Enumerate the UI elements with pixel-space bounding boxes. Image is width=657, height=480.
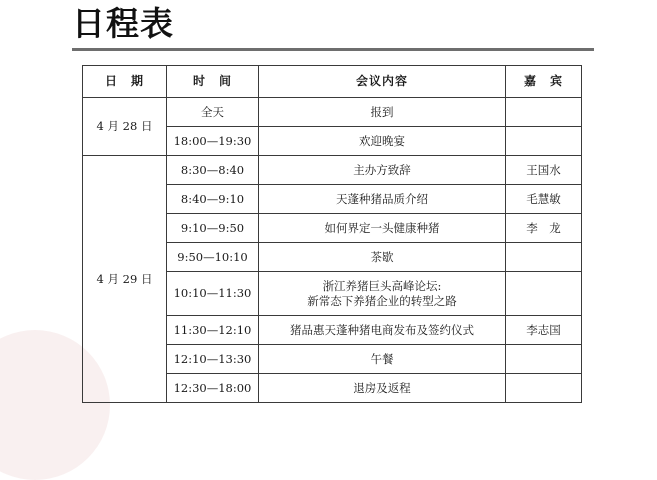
table-row	[83, 98, 582, 127]
guest-cell	[506, 272, 582, 316]
header-date: 日 期	[83, 66, 167, 98]
content-cell: 报到	[259, 98, 506, 127]
header-content: 会议内容	[259, 66, 506, 98]
content-cell: 主办方致辞	[259, 156, 506, 185]
content-cell: 退房及返程	[259, 374, 506, 403]
content-cell: 天蓬种猪品质介绍	[259, 185, 506, 214]
guest-cell	[506, 127, 582, 156]
guest-cell	[506, 243, 582, 272]
time-cell: 12:10—13:30	[167, 345, 259, 374]
header-guest: 嘉 宾	[506, 66, 582, 98]
schedule-table	[82, 65, 582, 403]
content-cell: 欢迎晚宴	[259, 127, 506, 156]
guest-cell: 李 龙	[506, 214, 582, 243]
content-cell: 猪品惠天蓬种猪电商发布及签约仪式	[259, 316, 506, 345]
guest-cell	[506, 374, 582, 403]
guest-cell: 王国水	[506, 156, 582, 185]
table-header-row	[83, 66, 582, 98]
time-cell: 12:30—18:00	[167, 374, 259, 403]
time-cell: 10:10—11:30	[167, 272, 259, 316]
content-line: 新常态下养猪企业的转型之路	[307, 293, 457, 308]
page-title: 日程表	[72, 4, 174, 43]
time-cell: 全天	[167, 98, 259, 127]
guest-cell	[506, 345, 582, 374]
content-line: 浙江养猪巨头高峰论坛:	[322, 278, 442, 293]
time-cell: 8:40—9:10	[167, 185, 259, 214]
guest-cell: 李志国	[506, 316, 582, 345]
date-cell: 4 月 29 日	[83, 156, 167, 403]
time-cell: 9:50—10:10	[167, 243, 259, 272]
time-cell: 11:30—12:10	[167, 316, 259, 345]
date-cell: 4 月 28 日	[83, 98, 167, 156]
content-cell: 午餐	[259, 345, 506, 374]
header-time: 时 间	[167, 66, 259, 98]
guest-cell: 毛慧敏	[506, 185, 582, 214]
content-cell: 茶歇	[259, 243, 506, 272]
time-cell: 18:00—19:30	[167, 127, 259, 156]
content-cell	[259, 272, 506, 316]
time-cell: 8:30—8:40	[167, 156, 259, 185]
content-cell: 如何界定一头健康种猪	[259, 214, 506, 243]
title-divider	[72, 48, 594, 51]
table-row	[83, 156, 582, 185]
time-cell: 9:10—9:50	[167, 214, 259, 243]
guest-cell	[506, 98, 582, 127]
